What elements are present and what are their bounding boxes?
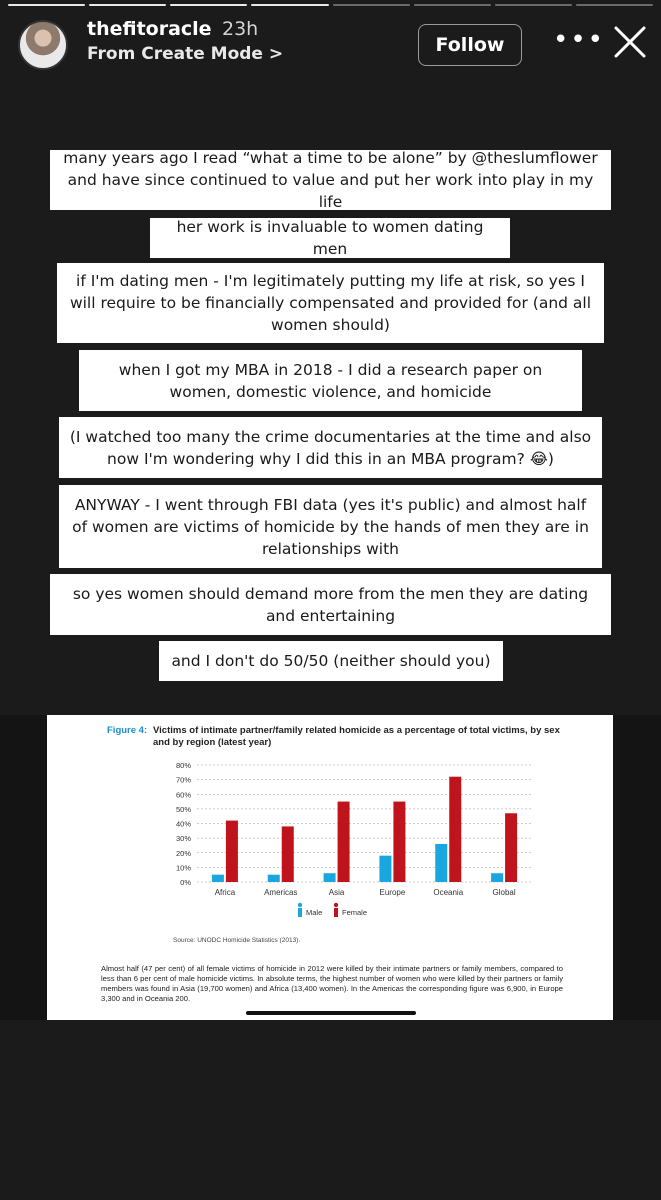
progress-segment [170, 4, 247, 6]
y-tick-label: 70% [175, 775, 191, 785]
figure-title: Victims of intimate partner/family related homicide as a percentage of total victims, by sex and by region (latest year) [153, 725, 560, 748]
x-tick-label: Africa [214, 888, 236, 897]
story-text-box: (I watched too many the crime documentaries at the time and also now I'm wondering why I did this in an MBA program? 😂) [59, 417, 602, 478]
bar-female [393, 802, 405, 882]
story-text-box: her work is invaluable to women dating men [150, 218, 510, 258]
follow-button[interactable]: Follow [418, 24, 522, 66]
figure-source: Source: UNODC Homicide Statistics (2013). [173, 937, 301, 944]
y-tick-label: 20% [175, 848, 191, 858]
bar-male [435, 844, 447, 882]
progress-segment [495, 4, 572, 6]
legend-label: Male [306, 908, 323, 917]
legend-item [334, 903, 367, 917]
y-tick-label: 60% [175, 790, 191, 800]
legend-marker [334, 908, 338, 917]
legend-marker [298, 903, 302, 907]
x-tick-label: Europe [379, 888, 406, 897]
legend-marker [334, 903, 338, 907]
story-text-box: ANYWAY - I went through FBI data (yes it's public) and almost half of women are victims of homicide by the hands of men they are in relationships with [59, 485, 602, 568]
figure-caption: Almost half (47 per cent) of all female victims of homicide in 2012 were killed by their intimate partners or family members, compared to less than 6 per cent of male homicide victims. In absolute terms, the highest number of women who were killed by their partners or family members was found in Asia (19,700 women) and Africa (13,400 women). In the Americas the corresponding figure was 6,900, in Europe 3,300 and in Oceania 200. [101, 964, 563, 1003]
bar-male [212, 875, 224, 882]
bar-female [505, 813, 517, 882]
bar-female [449, 777, 461, 882]
more-options-icon[interactable]: ••• [553, 25, 606, 55]
story-text-box: when I got my MBA in 2018 - I did a research paper on women, domestic violence, and homicide [79, 350, 582, 411]
legend-label: Female [342, 908, 368, 917]
y-tick-label: 40% [175, 819, 191, 829]
story-text-box: so yes women should demand more from the men they are dating and entertaining [50, 574, 611, 635]
x-tick-label: Asia [328, 888, 345, 897]
story-text-box: many years ago I read “what a time to be alone” by @theslumflower and have since continued to value and put her work into play in my life [50, 150, 611, 210]
y-tick-label: 10% [175, 863, 191, 873]
x-tick-label: Global [492, 888, 516, 897]
create-mode-link[interactable]: From Create Mode > [87, 44, 284, 64]
username[interactable]: thefitoracle [87, 18, 212, 40]
figure-card [47, 715, 613, 1020]
bar-chart [47, 715, 613, 937]
progress-segment [8, 4, 85, 6]
y-tick-label: 0% [180, 878, 191, 887]
x-tick-label: Oceania [433, 888, 464, 897]
progress-segment [333, 4, 410, 6]
y-tick-label: 50% [175, 804, 191, 814]
x-tick-label: Americas [264, 888, 298, 897]
progress-segment [576, 4, 653, 6]
bar-female [226, 821, 238, 882]
legend-marker [298, 908, 302, 917]
close-icon[interactable] [612, 24, 648, 60]
figure-label: Figure 4: [107, 725, 148, 736]
y-tick-label: 80% [175, 761, 191, 770]
avatar[interactable] [18, 20, 68, 70]
bar-male [268, 875, 280, 882]
scrub-bar[interactable] [246, 1011, 416, 1015]
bar-female [282, 826, 294, 882]
progress-segment [251, 4, 328, 6]
bar-male [324, 873, 336, 882]
story-progress-bar [8, 4, 653, 6]
bar-female [338, 802, 350, 882]
story-text-box: and I don't do 50/50 (neither should you) [159, 641, 503, 681]
story-text-box: if I'm dating men - I'm legitimately putting my life at risk, so yes I will require to be financially compensated and provided for (and all women should) [57, 263, 604, 343]
legend-item [298, 903, 322, 917]
story-header [0, 14, 661, 74]
progress-segment [89, 4, 166, 6]
bar-male [379, 856, 391, 882]
y-tick-label: 30% [175, 834, 191, 844]
post-time: 23h [222, 18, 259, 40]
progress-segment [414, 4, 491, 6]
bar-male [491, 873, 503, 882]
